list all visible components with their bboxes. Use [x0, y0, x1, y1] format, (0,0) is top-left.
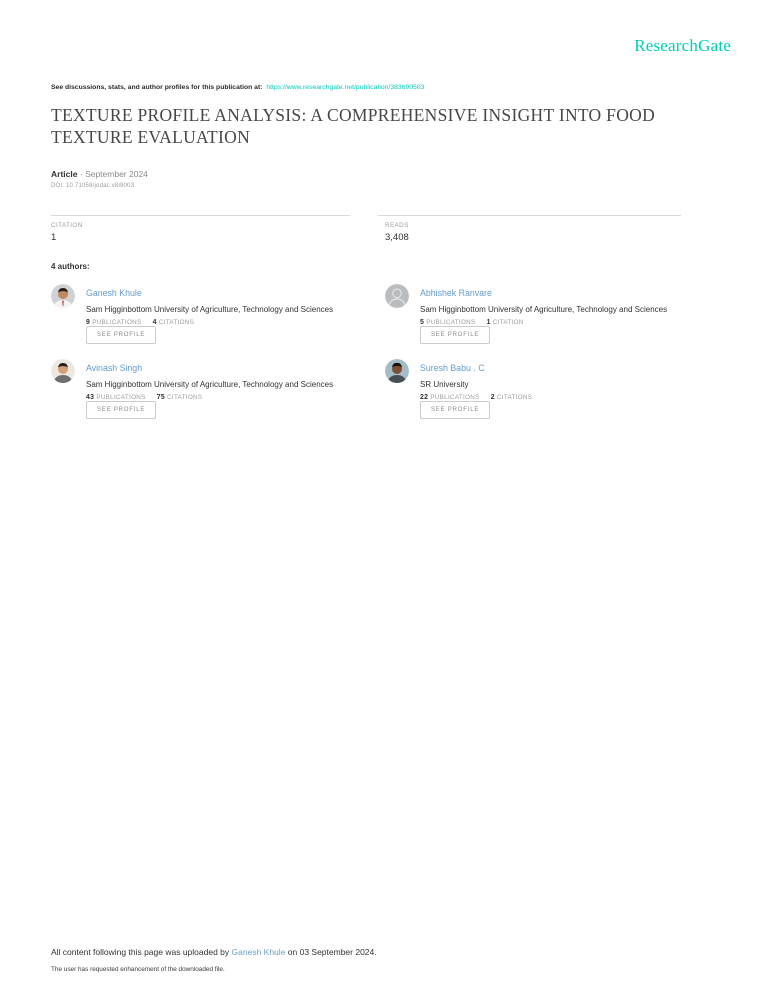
- uploader-link[interactable]: Ganesh Khule: [231, 947, 286, 957]
- publications-count: 9: [86, 318, 91, 326]
- publication-meta: [51, 169, 148, 179]
- citation-value: 1: [51, 232, 57, 243]
- publications-label: PUBLICATIONS: [92, 318, 142, 326]
- author-affiliation: Sam Higginbottom University of Agriculture, Technology and Sciences: [420, 304, 668, 314]
- citations-label: CITATION: [492, 318, 524, 326]
- author-publications: [86, 319, 378, 326]
- author-card: [385, 282, 715, 348]
- publication-title: TEXTURE PROFILE ANALYSIS: A COMPREHENSIVE INSIGHT INTO FOOD TEXTURE EVALUATION: [51, 105, 656, 147]
- author-card: [51, 357, 381, 423]
- citations-label: CITATIONS: [167, 393, 203, 401]
- author-avatar[interactable]: [385, 359, 409, 383]
- enhancement-note: The user has requested enhancement of the downloaded file.: [51, 966, 225, 973]
- article-type-label: Article: [51, 169, 78, 179]
- authors-heading: 4 authors:: [51, 262, 90, 271]
- upload-note-prefix: All content following this page was uploaded by: [51, 947, 230, 957]
- publication-link[interactable]: https://www.researchgate.net/publication/383690503: [266, 84, 425, 91]
- citations-label: CITATIONS: [496, 393, 533, 401]
- author-name-link[interactable]: Avinash Singh: [86, 363, 143, 373]
- publications-count: 5: [420, 318, 425, 326]
- person-placeholder-icon: [385, 284, 409, 308]
- citation-label: CITATION: [51, 222, 83, 229]
- discussion-note-text: See discussions, stats, and author profiles for this publication at:: [51, 84, 263, 91]
- citations-count: 2: [490, 393, 495, 401]
- reads-value: 3,408: [385, 232, 409, 243]
- publications-count: 22: [420, 393, 429, 401]
- author-avatar[interactable]: [51, 284, 75, 308]
- doi-label: DOI: 10.71058/jodac.v8i9003: [51, 183, 135, 189]
- author-publications: [420, 319, 712, 326]
- researchgate-logo: ResearchGate: [634, 36, 731, 55]
- reads-label: READS: [385, 222, 409, 229]
- reads-divider: [378, 215, 681, 216]
- see-profile-button[interactable]: SEE PROFILE: [86, 401, 156, 419]
- publications-label: PUBLICATIONS: [430, 393, 480, 401]
- author-photo-icon: [385, 359, 409, 383]
- author-photo-icon: [51, 359, 75, 383]
- author-name-link[interactable]: Ganesh Khule: [86, 288, 142, 298]
- discussion-note: [51, 84, 424, 91]
- author-avatar[interactable]: [385, 284, 409, 308]
- citation-stat: [51, 222, 83, 243]
- author-affiliation: Sam Higginbottom University of Agriculture, Technology and Sciences: [86, 379, 334, 389]
- author-publications: [86, 394, 378, 401]
- author-name-link[interactable]: Suresh Babu . C: [420, 363, 485, 373]
- upload-note: [51, 947, 377, 957]
- citations-count: 1: [486, 318, 491, 326]
- publications-label: PUBLICATIONS: [426, 318, 476, 326]
- author-avatar[interactable]: [51, 359, 75, 383]
- author-card: [385, 357, 715, 423]
- author-affiliation: SR University: [420, 379, 469, 389]
- citations-count: 4: [152, 318, 157, 326]
- publication-date: September 2024: [85, 169, 148, 179]
- see-profile-button[interactable]: SEE PROFILE: [86, 326, 156, 344]
- citation-divider: [51, 215, 350, 216]
- reads-stat: [385, 222, 409, 243]
- author-affiliation: Sam Higginbottom University of Agriculture, Technology and Sciences: [86, 304, 334, 314]
- author-name-link[interactable]: Abhishek Ranvare: [420, 288, 492, 298]
- author-publications: [420, 394, 712, 401]
- author-card: [51, 282, 381, 348]
- author-photo-icon: [51, 284, 75, 308]
- see-profile-button[interactable]: SEE PROFILE: [420, 326, 490, 344]
- citations-count: 75: [156, 393, 165, 401]
- upload-note-suffix: on 03 September 2024.: [287, 947, 377, 957]
- see-profile-button[interactable]: SEE PROFILE: [420, 401, 490, 419]
- meta-separator: ·: [79, 169, 83, 179]
- citations-label: CITATIONS: [158, 318, 195, 326]
- publications-count: 43: [86, 393, 95, 401]
- publications-label: PUBLICATIONS: [96, 393, 146, 401]
